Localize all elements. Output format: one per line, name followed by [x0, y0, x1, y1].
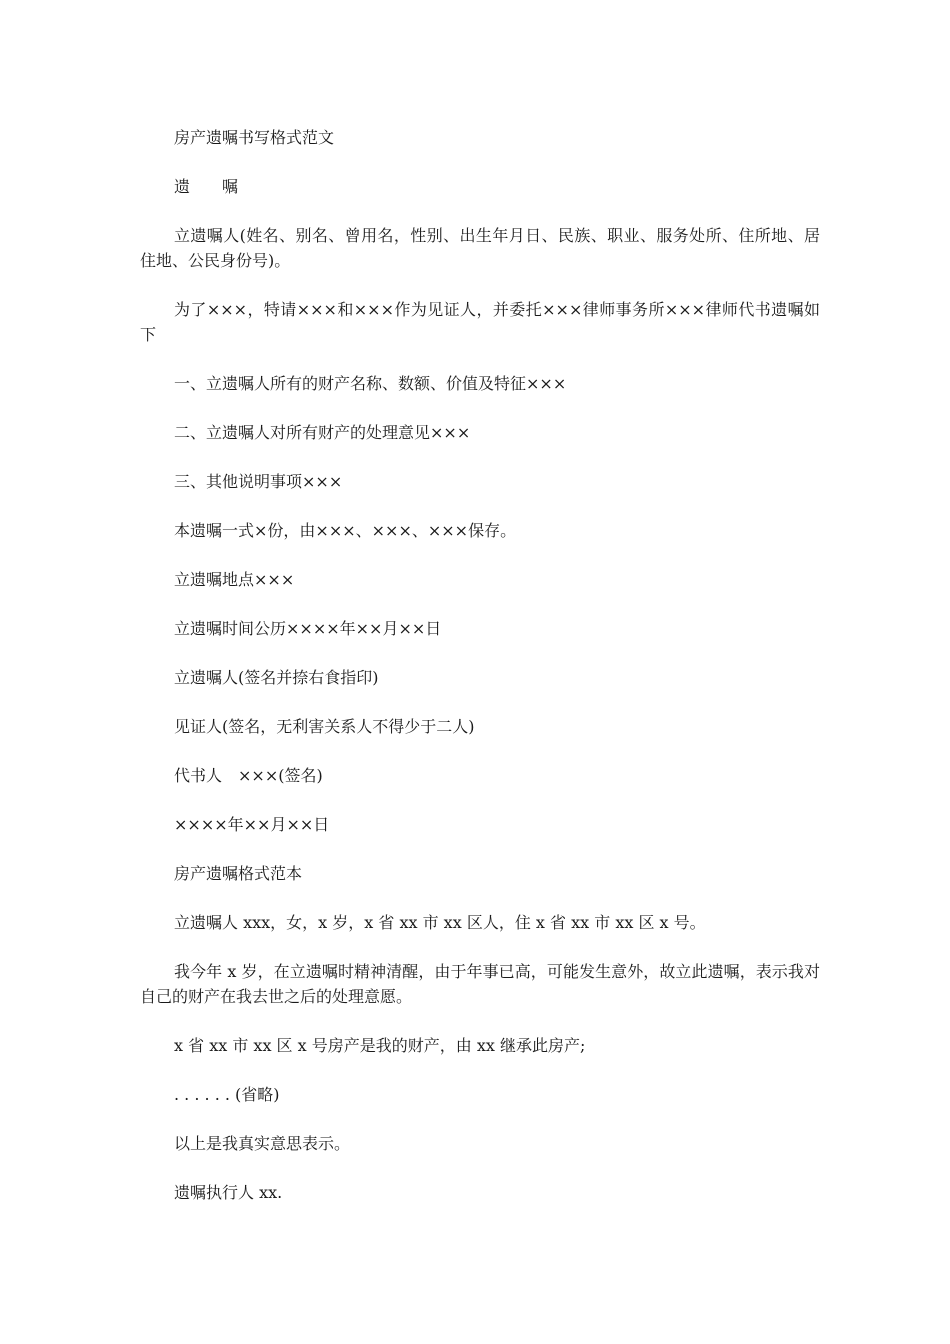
- true-intent-statement: 以上是我真实意思表示。: [174, 1134, 351, 1153]
- will-time: 立遗嘱时间公历××××年××月××日: [174, 619, 442, 638]
- signature-date: ××××年××月××日: [174, 815, 330, 834]
- sample-title: 房产遗嘱格式范本: [174, 864, 303, 883]
- testator-signature: 立遗嘱人(签名并捺右食指印): [174, 668, 379, 687]
- sample-testator-info: 立遗嘱人 xxx，女，x 岁，x 省 xx 市 xx 区人，住 x 省 xx 市 xx 区 x 号。: [174, 913, 706, 932]
- executor-line: 遗嘱执行人 xx.: [174, 1183, 283, 1202]
- omission-note: . . . . . . (省略): [174, 1085, 280, 1104]
- copies-note: 本遗嘱一式×份，由×××、×××、×××保存。: [174, 521, 517, 540]
- document-title: 房产遗嘱书写格式范文: [174, 128, 335, 147]
- will-heading: 遗 嘱: [174, 177, 239, 196]
- will-location: 立遗嘱地点×××: [174, 570, 295, 589]
- clause-three: 三、其他说明事项×××: [174, 472, 343, 491]
- witness-signature: 见证人(签名，无利害关系人不得少于二人): [174, 717, 475, 736]
- testator-info: 立遗嘱人(姓名、别名、曾用名，性别、出生年月日、民族、职业、服务处所、住所地、居住地、公民身份号)。: [140, 226, 820, 270]
- sample-property-clause: x 省 xx 市 xx 区 x 号房产是我的财产，由 xx 继承此房产;: [174, 1036, 586, 1055]
- clause-two: 二、立遗嘱人对所有财产的处理意见×××: [174, 423, 471, 442]
- sample-statement: 我今年 x 岁，在立遗嘱时精神清醒，由于年事已高，可能发生意外，故立此遗嘱，表示我对自己的财产在我去世之后的处理意愿。: [140, 962, 820, 1006]
- clause-one: 一、立遗嘱人所有的财产名称、数额、价值及特征×××: [174, 374, 567, 393]
- document-body: [140, 125, 820, 1229]
- scribe-signature: 代书人 ×××(签名): [174, 766, 323, 785]
- witness-statement: 为了×××，特请×××和×××作为见证人，并委托×××律师事务所×××律师代书遗嘱如下: [140, 300, 820, 344]
